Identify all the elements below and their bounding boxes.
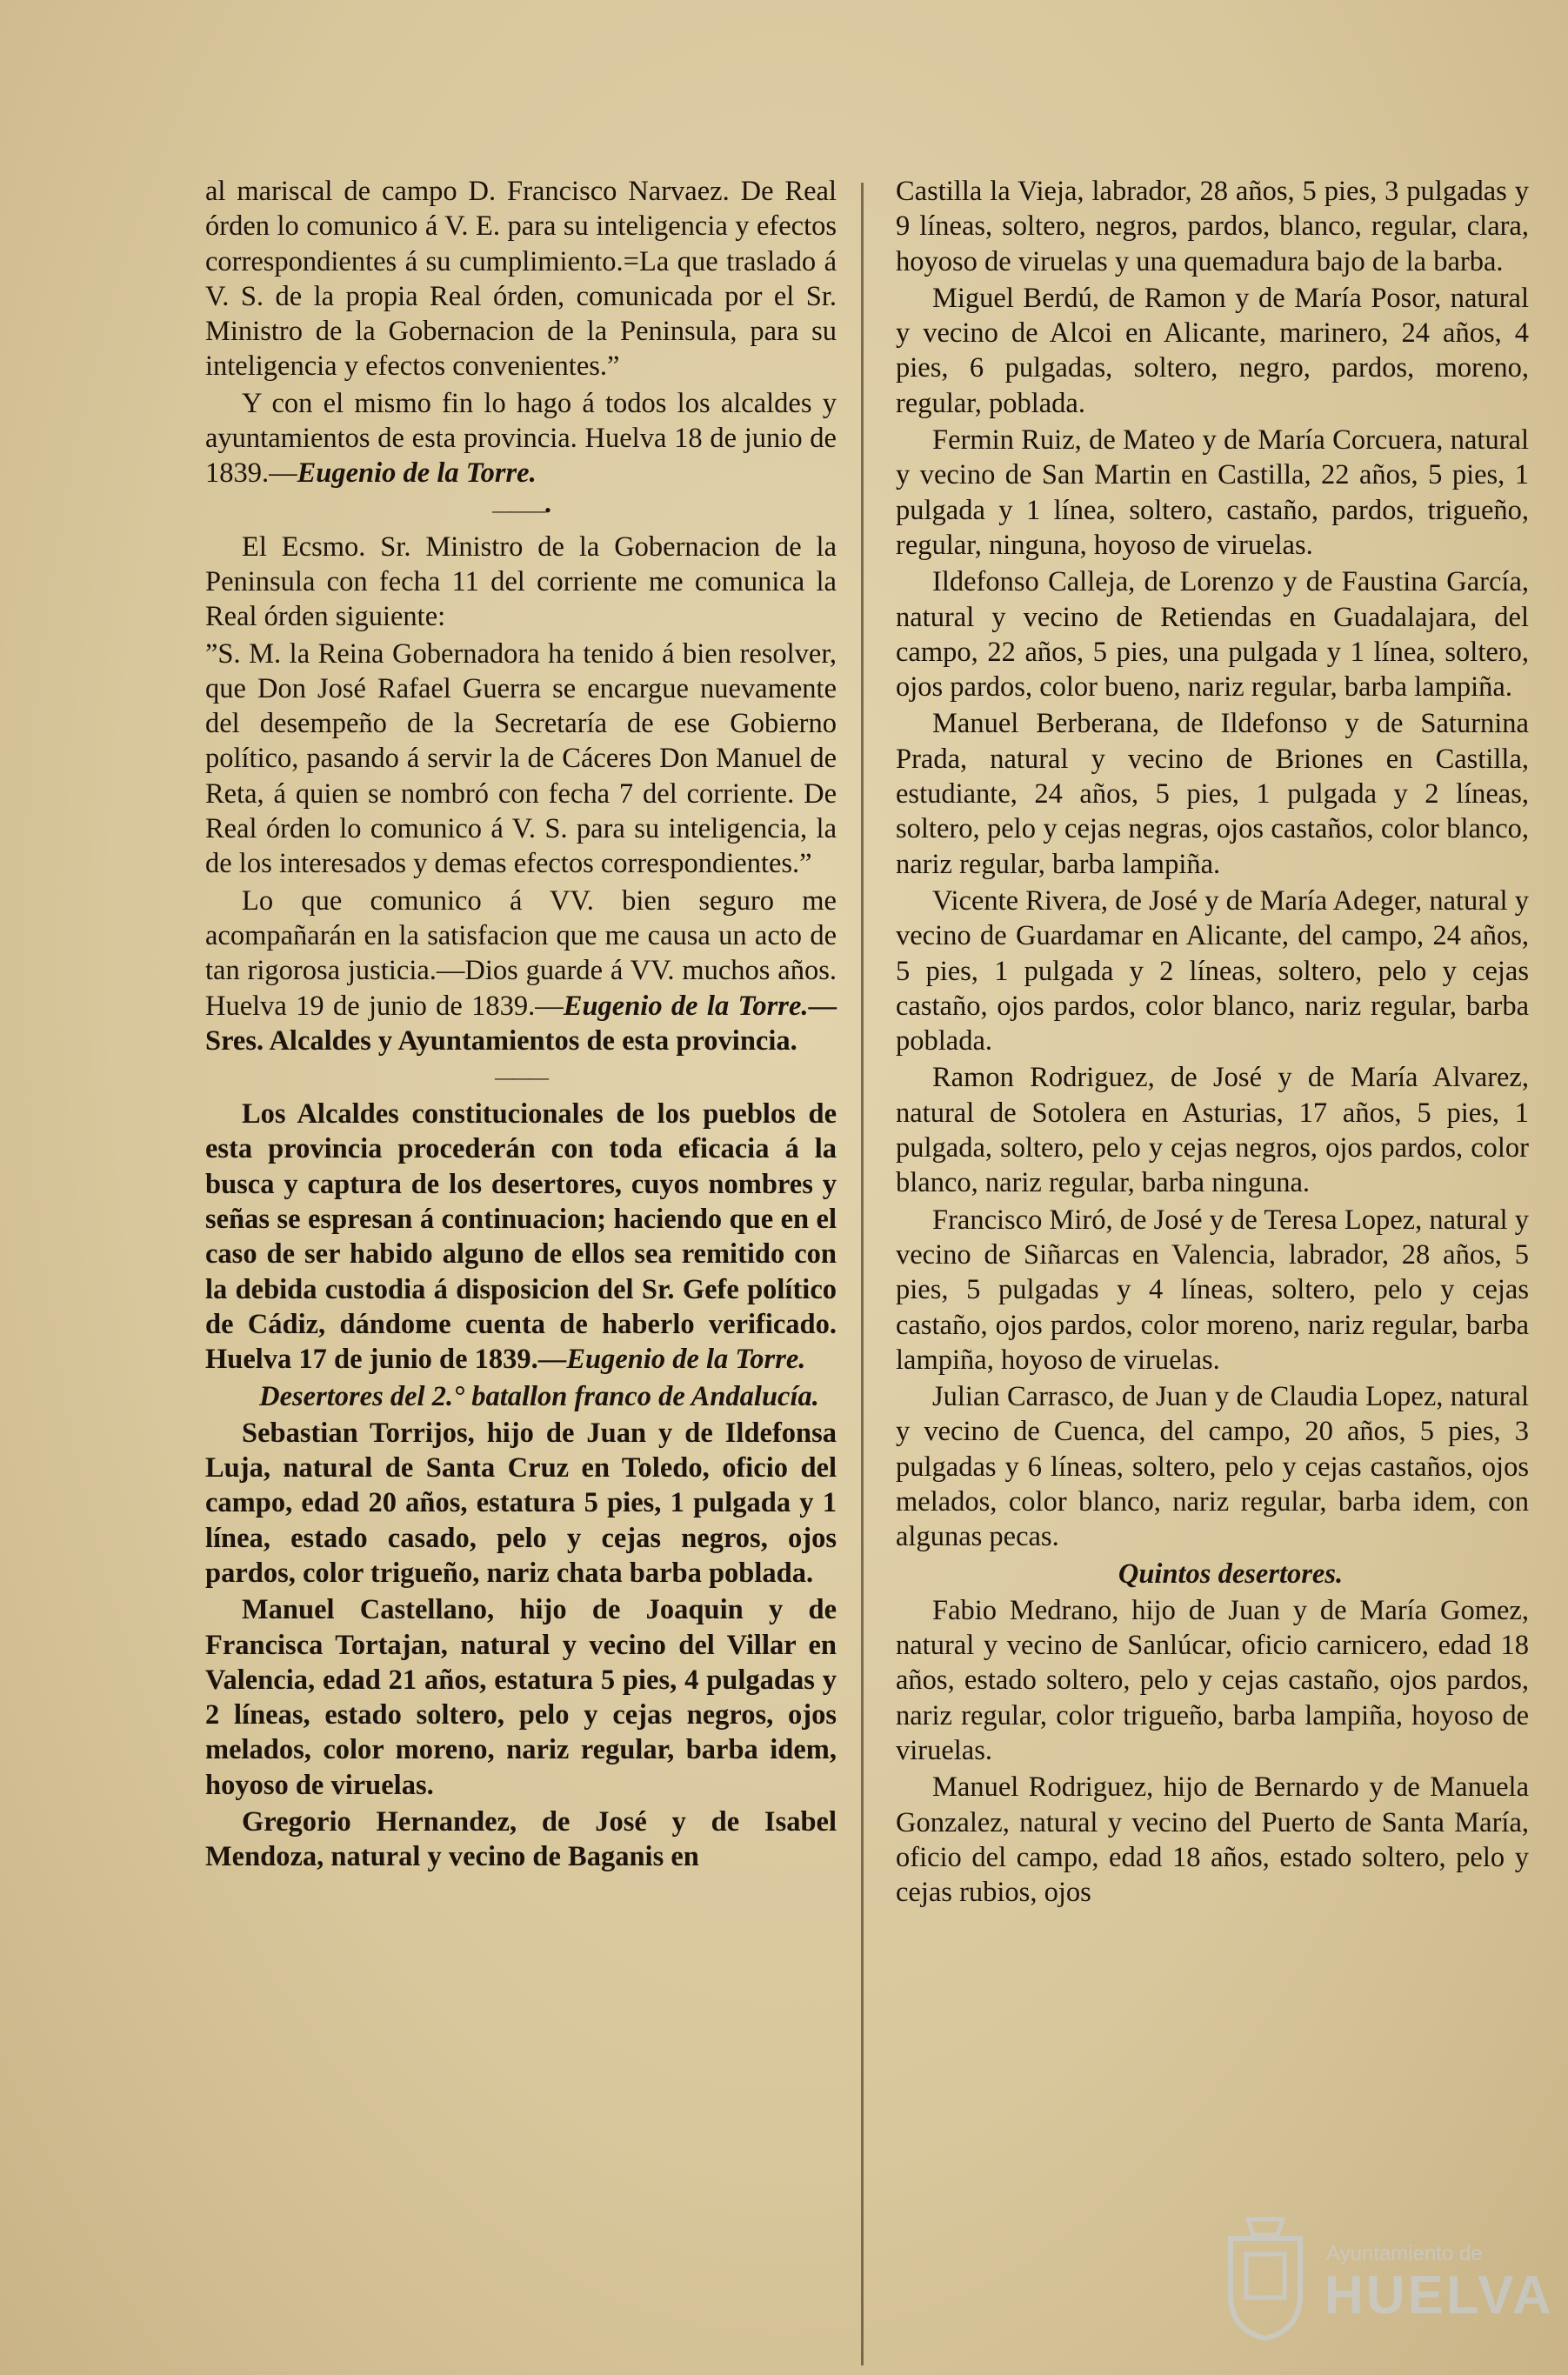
paragraph — [896, 564, 1529, 704]
paragraph — [896, 174, 1529, 279]
paragraph — [205, 386, 837, 491]
paragraph-text: Lo que comunico á VV. bien seguro me acompañarán en la satisfacion que me causa un acto de tan rigorosa justicia.—Dios guarde á VV. muchos años. Huelva 19 de junio de 1839.— — [205, 884, 837, 1022]
column-divider — [861, 183, 864, 2365]
paragraph-text: Sebastian Torrijos, hijo de Juan y de Ildefonsa Luja, natural de Santa Cruz en Toledo, oficio del campo, edad 20 años, estatura 5 pies, 1 pulgada y 1 línea, estado casado, pelo y cejas negros, ojos pardos, color trigueño, nariz chata barba poblada. — [205, 1417, 837, 1589]
watermark — [1213, 2198, 1554, 2355]
signature: Eugenio de la Torre. — [566, 1344, 806, 1376]
paragraph — [205, 637, 837, 882]
paragraph-text: Julian Carrasco, de Juan y de Claudia Lopez, natural y vecino de Cuenca, del campo, 20 años, 5 pies, 3 pulgadas y 6 líneas, soltero, pelo y cejas castaños, ojos melados, color blanco, nariz regular, barba idem, con algunas pecas. — [896, 1381, 1529, 1553]
paragraph — [205, 1592, 837, 1803]
paragraph-text: Ramon Rodriguez, de José y de María Alvarez, natural de Sotolera en Asturias, 17 años, 5 pies, 1 pulgada, soltero, pelo y cejas negros, ojos pardos, color blanco, nariz regular, barba ninguna. — [896, 1062, 1529, 1199]
watermark-line1: Ayuntamiento de — [1326, 2242, 1483, 2265]
paragraph — [896, 281, 1529, 421]
watermark-line2: HUELVA — [1324, 2265, 1554, 2325]
coat-of-arms-icon — [1222, 2212, 1309, 2343]
paragraph — [205, 530, 837, 635]
section-heading: Quintos desertores. — [1118, 1558, 1344, 1590]
paragraph-text: Fabio Medrano, hijo de Juan y de María Gomez, natural y vecino de Sanlúcar, oficio carnicero, edad 18 años, estado soltero, pelo y cejas castaño, ojos pardos, nariz regular, color trigueño, barba lampiña, hoyoso de viruelas. — [896, 1594, 1529, 1767]
paragraph-text: Los Alcaldes constitucionales de los pueblos de esta provincia procederán con toda eficacia á la busca y captura de los desertores, cuyos nombres y señas se espresan á continuacion; haciendo que en el caso de ser habido alguno de ellos sea remitido con la debida custodia á disposicion del Sr. Gefe político de Cádiz, dándome cuenta de haberlo verificado. Huelva 17 de junio de 1839.— — [205, 1098, 837, 1376]
right-column — [896, 174, 1529, 1912]
paragraph — [205, 1805, 837, 1875]
paragraph-text: Y con el mismo fin lo hago á todos los alcaldes y ayuntamientos de esta provincia. Huelva 18 de junio de 1839.— — [205, 387, 837, 490]
paragraph — [205, 884, 837, 1058]
paragraph-tail: —Sres. Alcaldes y Ayuntamientos de esta provincia. — [205, 990, 837, 1057]
paragraph-text: Castilla la Vieja, labrador, 28 años, 5 pies, 3 pulgadas y 9 líneas, soltero, negros, pardos, blanco, regular, clara, hoyoso de viruelas y una quemadura bajo de la barba. — [896, 176, 1529, 277]
paragraph-text: Vicente Rivera, de José y de María Adeger, natural y vecino de Guardamar en Alicante, del campo, 24 años, 5 pies, 1 pulgada y 2 líneas, soltero, pelo y cejas castaño, ojos pardos, color blanco, nariz regular, barba poblada. — [896, 884, 1529, 1057]
paragraph — [896, 423, 1529, 563]
left-column — [205, 174, 837, 1877]
signature: Eugenio de la Torre. — [297, 457, 537, 490]
paragraph — [896, 1770, 1529, 1910]
paragraph — [896, 1379, 1529, 1554]
section-heading: Desertores del 2.° batallon franco de Andalucía. — [259, 1380, 819, 1412]
paragraph — [896, 1203, 1529, 1378]
paragraph-text: Fermin Ruiz, de Mateo y de María Corcuera, natural y vecino de San Martin en Castilla, 22 años, 5 pies, 1 pulgada y 1 línea, soltero, castaño, pardos, trigueño, regular, ninguna, hoyoso de viruelas. — [896, 424, 1529, 561]
paragraph — [896, 706, 1529, 881]
paragraph — [896, 1060, 1529, 1200]
paragraph-text: Ildefonso Calleja, de Lorenzo y de Faustina García, natural y vecino de Retiendas en Guadalajara, del campo, 22 años, 5 pies, una pulgada y 1 línea, soltero, ojos pardos, color bueno, nariz regular, barba lampiña. — [896, 566, 1529, 704]
paragraph-text: Miguel Berdú, de Ramon y de María Posor, natural y vecino de Alcoi en Alicante, marinero, 24 años, 4 pies, 6 pulgadas, soltero, negro, pardos, moreno, regular, poblada. — [896, 282, 1529, 419]
paragraph-text: Manuel Rodriguez, hijo de Bernardo y de Manuela Gonzalez, natural y vecino del Puerto de Santa María, oficio del campo, edad 18 años, estado soltero, pelo y cejas rubios, ojos — [896, 1771, 1529, 1909]
section-separator: ——— — [495, 1066, 547, 1089]
paragraph-text: Gregorio Hernandez, de José y de Isabel Mendoza, natural y vecino de Baganis en — [205, 1806, 837, 1873]
section-separator: ———• — [492, 498, 550, 521]
paragraph — [205, 1097, 837, 1377]
paragraph-text: Francisco Miró, de José y de Teresa Lopez, natural y vecino de Siñarcas en Valencia, labrador, 28 años, 5 pies, 5 pulgadas y 4 líneas, soltero, pelo y cejas castaño, ojos pardos, color moreno, nariz regular, barba lampiña, hoyoso de viruelas. — [896, 1204, 1529, 1376]
paragraph-text: al mariscal de campo D. Francisco Narvaez. De Real órden lo comunico á V. E. para su inteligencia y efectos correspondientes á su cumplimiento.=La que traslado á V. S. de la propia Real órden, comunicada por el Sr. Ministro de la Gobernacion de la Peninsula, para su inteligencia y efectos convenientes.” — [205, 176, 837, 383]
paragraph — [205, 174, 837, 384]
paragraph-text: El Ecsmo. Sr. Ministro de la Gobernacion de la Peninsula con fecha 11 del corriente me comunica la Real órden siguiente: — [205, 530, 837, 633]
signature: Eugenio de la Torre. — [563, 990, 809, 1022]
paragraph — [205, 1416, 837, 1591]
paragraph-text: Manuel Berberana, de Ildefonso y de Saturnina Prada, natural y vecino de Briones en Castilla, estudiante, 24 años, 5 pies, 1 pulgada y 2 líneas, soltero, pelo y cejas negras, ojos castaños, color blanco, nariz regular, barba lampiña. — [896, 708, 1529, 880]
paragraph — [896, 884, 1529, 1058]
paragraph-text: ”S. M. la Reina Gobernadora ha tenido á bien resolver, que Don José Rafael Guerra se encargue nuevamente del desempeño de la Secretaría de ese Gobierno político, pasando á servir la de Cáceres Don Manuel de Reta, á quien se nombró con fecha 7 del corriente. De Real órden lo comunico á V. S. para su inteligencia, la de los interesados y demas efectos correspondientes.” — [205, 637, 837, 880]
paragraph — [896, 1593, 1529, 1768]
paragraph-text: Manuel Castellano, hijo de Joaquin y de Francisca Tortajan, natural y vecino del Villar en Valencia, edad 21 años, estatura 5 pies, 4 pulgadas y 2 líneas, estado soltero, pelo y cejas negros, ojos melados, color moreno, nariz regular, barba idem, hoyoso de viruelas. — [205, 1594, 837, 1801]
